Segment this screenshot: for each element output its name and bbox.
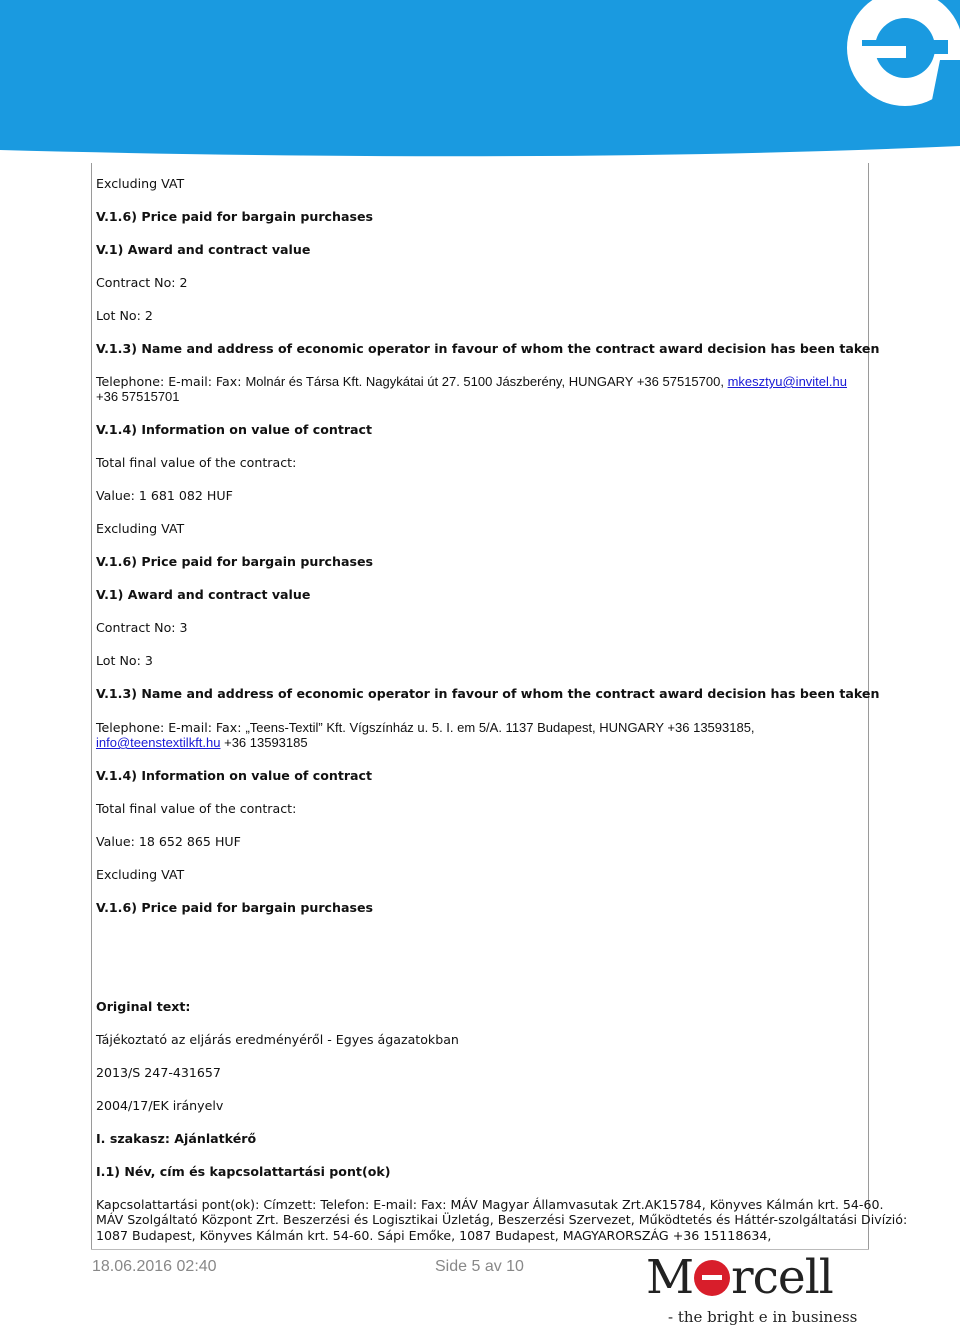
directive: 2004/17/EK irányelv: [96, 1098, 224, 1113]
logo-wordmark: [646, 1252, 833, 1304]
operator-contact: [96, 374, 847, 389]
section-heading: V.1.4) Information on value of contract: [96, 768, 373, 783]
logo-tagline: - the bright e in business: [668, 1308, 858, 1326]
contract-number: Contract No: 2: [96, 275, 188, 290]
banner-graphic: [0, 0, 960, 165]
contract-value: Value: 1 681 082 HUF: [96, 488, 233, 503]
section-heading: I.1) Név, cím és kapcsolattartási pont(ok): [96, 1164, 391, 1179]
red-e-icon: [694, 1260, 730, 1296]
contract-value: Value: 18 652 865 HUF: [96, 834, 241, 849]
contact-fax: +36 13593185: [220, 735, 308, 750]
contact-fax: +36 57515701: [96, 389, 180, 404]
footer-date: 18.06.2016 02:40: [92, 1258, 217, 1275]
section-heading: V.1) Award and contract value: [96, 242, 311, 257]
contact-address: Molnár és Társa Kft. Nagykátai út 27. 5100 Jászberény, HUNGARY +36 57515700,: [245, 374, 728, 389]
excluding-vat: Excluding VAT: [96, 521, 185, 536]
section-heading: V.1.6) Price paid for bargain purchases: [96, 554, 374, 569]
section-heading: V.1) Award and contract value: [96, 587, 311, 602]
excluding-vat: Excluding VAT: [96, 867, 185, 882]
contact-prefix: Telephone: E-mail: Fax:: [96, 374, 246, 389]
operator-contact: [96, 720, 755, 735]
section-heading: V.1.6) Price paid for bargain purchases: [96, 900, 374, 915]
document-frame: [91, 163, 869, 1250]
contact-address: „Teens-Textil” Kft. Vígszínház u. 5. I. em 5/A. 1137 Budapest, HUNGARY +36 13593185,: [245, 720, 755, 735]
total-value-label: Total final value of the contract:: [96, 801, 297, 816]
contact-email-line: [96, 735, 308, 750]
section-heading: V.1.6) Price paid for bargain purchases: [96, 209, 374, 224]
logo-m: M: [646, 1250, 694, 1305]
lot-number: Lot No: 2: [96, 308, 153, 323]
notice-title: Tájékoztató az eljárás eredményéről - Egyes ágazatokban: [96, 1032, 459, 1047]
email-link[interactable]: mkesztyu@invitel.hu: [727, 374, 847, 389]
section-heading: V.1.4) Information on value of contract: [96, 422, 373, 437]
contract-number: Contract No: 3: [96, 620, 188, 635]
logo-rest: rcell: [731, 1250, 833, 1305]
section-heading: V.1.3) Name and address of economic operator in favour of whom the contract award decision has been taken: [96, 341, 880, 356]
excluding-vat: Excluding VAT: [96, 176, 185, 191]
contact-points-line: Kapcsolattartási pont(ok): Címzett: Telefon: E-mail: Fax: MÁV Magyar Államvasutak Zrt.AK15784, Könyves Kálmán krt. 54-60.: [96, 1197, 884, 1212]
contact-prefix: Telephone: E-mail: Fax:: [96, 720, 246, 735]
lot-number: Lot No: 3: [96, 653, 153, 668]
section-heading: I. szakasz: Ajánlatkérő: [96, 1131, 257, 1146]
header-banner: [0, 0, 960, 165]
section-heading: V.1.3) Name and address of economic operator in favour of whom the contract award decision has been taken: [96, 686, 880, 701]
email-link[interactable]: info@teenstextilkft.hu: [96, 735, 221, 750]
total-value-label: Total final value of the contract:: [96, 455, 297, 470]
marcell-logo: [640, 1252, 870, 1328]
footer-page-number: Side 5 av 10: [435, 1258, 524, 1275]
contact-points-line: MÁV Szolgáltató Központ Zrt. Beszerzési és Logisztikai Üzletág, Beszerzési Szervezet, Működtetés és Háttér-szolgáltatási Divízió:: [96, 1212, 908, 1227]
original-text-heading: Original text:: [96, 999, 191, 1014]
contact-points-line: 1087 Budapest, Könyves Kálmán krt. 54-60. Sápi Emőke, 1087 Budapest, MAGYARORSZÁG +36 15118634,: [96, 1228, 772, 1243]
notice-reference: 2013/S 247-431657: [96, 1065, 221, 1080]
